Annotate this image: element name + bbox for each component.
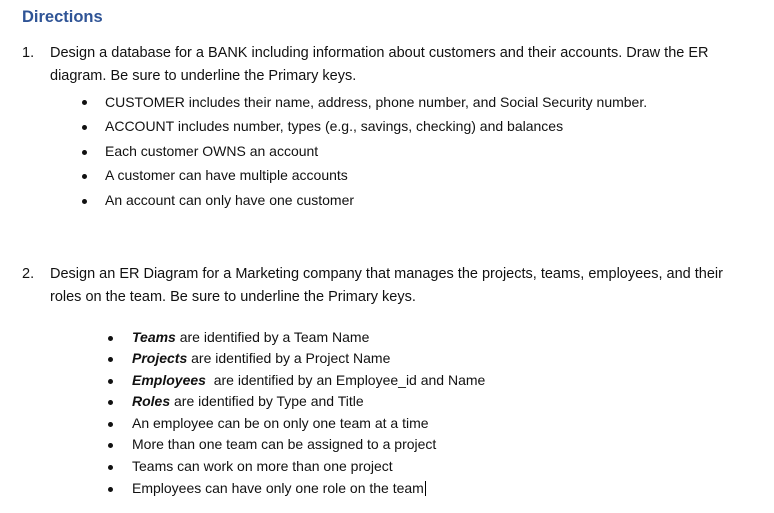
- bullet-dot: [82, 125, 87, 130]
- bullet-dot: [108, 487, 113, 492]
- bullet-rest: More than one team can be assigned to a project: [132, 436, 437, 452]
- bullet-dot: [82, 199, 87, 204]
- question-1-number: 1.: [22, 45, 35, 61]
- page-heading: Directions: [22, 8, 103, 26]
- question-2-bullet: [132, 372, 485, 388]
- bullet-dot: [108, 336, 113, 341]
- question-1-bullet: A customer can have multiple accounts: [105, 167, 348, 183]
- bullet-term: Employees: [132, 372, 206, 388]
- question-1-bullet: CUSTOMER includes their name, address, phone number, and Social Security number.: [105, 94, 648, 110]
- bullet-dot: [108, 465, 113, 470]
- bullet-rest: Employees can have only one role on the team: [132, 480, 424, 496]
- question-2-bullet: [132, 329, 369, 345]
- bullet-dot: [82, 150, 87, 155]
- question-2-bullet[interactable]: [132, 480, 426, 496]
- bullet-rest: Teams can work on more than one project: [132, 458, 393, 474]
- bullet-rest: are identified by Type and Title: [170, 393, 364, 409]
- text-cursor: [425, 481, 426, 496]
- question-1-bullet: ACCOUNT includes number, types (e.g., savings, checking) and balances: [105, 118, 564, 134]
- bullet-rest: are identified by a Project Name: [187, 350, 391, 366]
- question-2-bullet: [132, 458, 393, 474]
- question-2-bullet: [132, 393, 364, 409]
- bullet-term: Teams: [132, 329, 176, 345]
- question-2-bullet: [132, 436, 436, 452]
- bullet-rest: are identified by an Employee_id and Name: [205, 372, 486, 388]
- bullet-rest: An employee can be on only one team at a time: [132, 415, 429, 431]
- bullet-term: Projects: [132, 350, 188, 366]
- bullet-dot: [108, 357, 113, 362]
- bullet-term: Roles: [132, 393, 171, 409]
- question-2-number: 2.: [22, 266, 35, 282]
- bullet-rest: are identified by a Team Name: [175, 329, 370, 345]
- bullet-dot: [108, 422, 113, 427]
- bullet-dot: [82, 100, 87, 105]
- question-1-bullet: An account can only have one customer: [105, 192, 355, 208]
- question-2-bullet: [132, 415, 429, 431]
- question-2-text: Design an ER Diagram for a Marketing company that manages the projects, teams, employees, and their roles on the team. Be sure to underline the Primary keys.: [50, 266, 723, 305]
- question-1-text: Design a database for a BANK including information about customers and their accounts. Draw the ER diagram. Be sure to underline the Primary keys.: [50, 45, 709, 84]
- bullet-dot: [108, 443, 113, 448]
- bullet-dot: [82, 174, 87, 179]
- bullet-dot: [108, 379, 113, 384]
- bullet-dot: [108, 400, 113, 405]
- question-1-bullet: Each customer OWNS an account: [105, 143, 319, 159]
- question-2-bullet: [132, 350, 390, 366]
